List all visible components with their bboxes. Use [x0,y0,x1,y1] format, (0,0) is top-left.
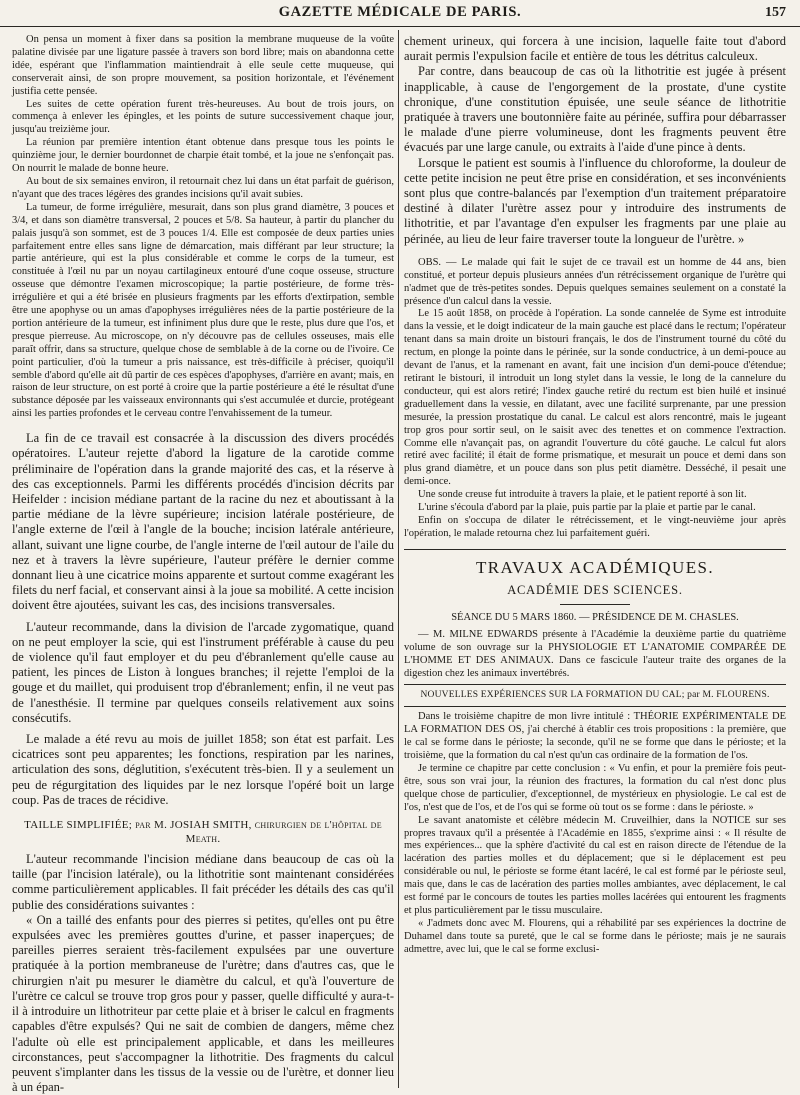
section-rule [404,549,786,550]
paragraph: L'auteur recommande l'incision médiane dans beaucoup de cas où la taille (par l'incision latérale), ou la lithotritie sont maintenant considérées comme particulièrement applicables. Il fait précéder les détails des cas qu'il publie des considérations suivantes : [12,852,394,912]
column-divider [398,30,399,1088]
observation-paragraph: OBS. — Le malade qui fait le sujet de ce travail est un homme de 44 ans, bien constitué, et porteur depuis plusieurs années d'un rétrécissement organique de l'urètre qui n'admet que de très-petites sondes. Depuis quelques semaines seulement on a constaté la présence d'un calcul dans la vessie. [404,256,786,307]
journal-title: GAZETTE MÉDICALE DE PARIS. [278,4,522,20]
section-title: TRAVAUX ACADÉMIQUES. [475,557,714,577]
paragraph: chement urineux, qui forcera à une incision, laquelle faite tout d'abord aurait permis l'expulsion facile et entière de tous les détritus calculeux. [404,34,786,64]
paragraph: Le malade a été revu au mois de juillet 1858; son état est parfait. Les cicatrices sont peu apparentes; les fonctions, respiration par les narines, articulation des sons, déglutition, s'exécutent très-bien. Il y a seulement un peu de régurgitation des liquides par le nez lorsque l'opéré boit un large coup. Pas de traces de récidive. [12,732,394,807]
subsection-rule [404,706,786,707]
session-line: SÉANCE DU 5 MARS 1860. — PRÉSIDENCE DE M. CHASLES. [451,611,739,623]
paragraph: La tumeur, de forme irrégulière, mesurait, dans son plus grand diamètre, 3 pouces et 3/4, et dans son diamètre transversal, 2 pouces et 5/8. Sa hauteur, à partir du plancher du palais jusqu'à son sommet, est de 3 pouces 1/4. Elle est composée de deux parties unies parfaitement entre elles sans ligne de démarcation, mais différant par leur structure; la partie antérieure, qui est la plus considérable et comme le corps de la tumeur, est constituée à l'œil nu par un noyau cartilagineux entouré d'une coque osseuse, structure osseuse que démontre l'examen microscopique; la partie postérieure, de forme très-irrégulière et qui a été brisée en plusieurs fragments par les efforts d'extirpation, semble être une apophyse ou un amas d'apophyses irrégulières nées de la partie postérieure de la portion antérieure de la tumeur, est infiniment plus dure que le reste, plus dure que l'os, et presque pierreuse. Au microscope, on n'y découvre pas de cellules osseuses, mais elle paraît offrir, dans sa structure, quelque chose de semblable à de la corne ou de l'ivoire. Ce point particulier, d'où la tumeur a pris naissance, est très-difficile à préciser, quoiqu'il semble d'abord qu'elle ait dû partir de ces espèces d'apophyses, d'arrière en avant; mais, en raison de leur structure, on est porté à croire que la partie postérieure a été le résultat d'une substance déposée par les vaisseaux environnants qui s'est accumulée et durcie, protégeant ainsi les parties profondes et le cerveau contre l'envahissement de la tumeur. [12,201,394,420]
academy-title: ACADÉMIE DES SCIENCES. [507,582,683,597]
paragraph: Je termine ce chapitre par cette conclusion : « Vu enfin, et pour la première fois peut-être, sous son vrai jour, la réunion des fractures, la formation du cal n'est donc plus quelque chose de particulier, d'exceptionnel, de mystérieux en physiologie. Le cal est de l'os, n'est que de l'os, et de l'os qui se forme où tout os se forme : dans le périoste. » [404,763,786,813]
paragraph: La fin de ce travail est consacrée à la discussion des divers procédés opératoires. L'auteur rejette d'abord la ligature de la carotide comme préliminaire de l'opération dans la grande majorité des cas, et la réserve à des cas exceptionnels. Parmi les différents procédés d'incision décrits par Heifelder : incision médiane partant de la racine du nez et aboutissant à la partie médiane de la lèvre supérieure; incision latérale postérieure, de l'angle externe de l'œil à l'angle de la bouche; incision latérale antérieure, allant, suivant une ligne courbe, de l'angle interne de l'œil autour de l'aile du nez et à travers la lèvre supérieure, l'auteur préfère le dernier comme donnant lieu à une cicatrice moins apparente et surtout comme exagérant les filets du nerf facial, et conservant ainsi à la joue sa mobilité. A cette incision doivent être ajoutées, suivant les cas, des incisions transversales. [12,431,394,613]
left-column [12,34,394,1095]
paragraph: La réunion par première intention étant obtenue dans presque tous les points le quinzième jour, le dernier bourdonnet de charpie était tombé, et la joue ne s'enfonçait pas. On nourrit le malade de bonne heure. [12,137,394,175]
subsection-rule [404,684,786,685]
paragraph: Enfin on s'occupa de dilater le rétrécissement, et le vingt-neuvième jour après l'opération, le malade retourna chez lui parfaitement guéri. [404,514,786,539]
paragraph: « On a taillé des enfants pour des pierres si petites, qu'elles ont pu être expulsées avec les premières gouttes d'urine, et passer inaperçues; de pareilles pierres seraient très-facilement expulsées par une ouverture pratiquée à la portion membraneuse de l'urètre; dans d'autres cas, que le chirurgien n'ait pu mesurer le diamètre du calcul, et qu'à l'ouverture de l'urètre ce calcul se trouve trop gros pour y passer, quelle difficulté y aura-t-il à introduire un lithotriteur par cette plaie et à briser le calcul en fragments capables d'être expulsés? Qui ne sait de combien de dangers, même chez l'adulte où elle est principalement applicable, et dans les meilleures circonstances, peut s'accompagner la lithotritie. Des fragments du calcul peuvent s'implanter dans les tissus de la vessie ou de l'urètre, et donner lieu à un épan- [12,912,394,1095]
paragraph: On pensa un moment à fixer dans sa position la membrane muqueuse de la voûte palatine divisée par une ligature passée à travers son bord libre; mais on abandonna cette idée, espérant que l'inflammation maintiendrait à elle seule cette muqueuse, qui conserverait ainsi, de son propre mouvement, sa position horizontale, et l'événement justifia cette pensée. [12,34,394,97]
paragraph: « J'admets donc avec M. Flourens, qui a réhabilité par ses expériences la doctrine de Duhamel dans toute sa pureté, que le cal se forme dans le périoste; mais je ne saurais admettre, avec lui, que le cal se forme exclusi- [404,917,786,955]
paragraph: Les suites de cette opération furent très-heureuses. Au bout de trois jours, on commença à enlever les épingles, et les points de suture successivement chaque jour, jusqu'au treizième jour. [12,98,394,136]
right-column [404,34,786,1086]
paragraph: — M. MILNE EDWARDS présente à l'Académie la deuxième partie du quatrième volume de son ouvrage sur la PHYSIOLOGIE ET L'ANATOMIE COMPARÉE DE L'HOMME ET DES ANIMAUX. Dans ce fascicule l'auteur traite des organes de la digestion chez les animaux invertébrés. [404,628,786,679]
paragraph: Dans le troisième chapitre de mon livre intitulé : THÉORIE EXPÉRIMENTALE DE LA FORMATION DES OS, j'ai cherché à établir ces trois propositions : la première, que le cal se forme dans le périoste; la seconde, qu'il ne se forme que dans le périoste; et la troisième, que la formation du cal n'est qu'un cas ordinaire de la formation de l'os. [404,711,786,762]
paragraph: Lorsque le patient est soumis à l'influence du chloroforme, la douleur de cette petite incision ne peut être prise en considération, et ses inconvénients sont plus que contre-balancés par l'exemption d'un traitement préparatoire destiné à dilater l'urètre assez pour y introduire des instruments de lithotritie, et par l'avantage d'en expulser les fragments par une plaie au périnée, au lieu de leur faire traverser toute la longueur de l'urètre. » [404,155,786,246]
paragraph: Une sonde creuse fut introduite à travers la plaie, et le patient reporté à son lit. [418,489,747,501]
paragraph: L'urine s'écoula d'abord par la plaie, puis partie par la plaie et partie par le canal. [418,502,756,514]
subsection-heading: NOUVELLES EXPÉRIENCES SUR LA FORMATION DU CAL; par M. FLOURENS. [420,690,770,701]
article-heading-text: TAILLE SIMPLIFIÉE; par M. JOSIAH SMITH, chirurgien de l'hôpital de Meath. [24,819,382,846]
paragraph: Par contre, dans beaucoup de cas où la lithotritie est jugée à présent inapplicable, à cause de l'engorgement de la prostate, d'une cystite chronique, d'une constitution épuisée, une seule séance de lithotritie pratiquée à travers une boutonnière faite au périnée, suffira pour débarrasser le malade d'une pierre volumineuse, dont les fragments peuvent être évacués par une large canule, ou extraits à l'aide d'une pince à dents. [404,64,786,155]
page-number: 157 [765,5,786,20]
paragraph: Au bout de six semaines environ, il retournait chez lui dans un état parfait de guérison, n'ayant que des traces légères des grandes incisions qu'il avait subies. [12,175,394,200]
article-heading [12,818,394,846]
short-rule [560,604,630,605]
page-header [0,0,800,27]
paragraph: Le savant anatomiste et célèbre médecin M. Cruveilhier, dans la NOTICE sur ses propres travaux qu'il a présentée à l'Académie en 1855, s'exprime ainsi : « Il résulte de mes expériences... que la sphère d'activité du cal est en raison directe de l'étendue de la lacération des parties molles et du déplacement; que si le déplacement est peu considérable ou nul, le périoste se forme étant lacéré, le cal est formé par le périoste seul, mais que, dans le cas de lacération des parties molles ambiantes, avec déplacement, le cal est formé par le concours de toutes les parties molles lacérées qui entourent les fragments et plus particulièrement par le tissu musculaire. [404,814,786,916]
paragraph: L'auteur recommande, dans la division de l'arcade zygomatique, quand on ne peut employer la scie, qui est l'instrument préférable à cause du peu de violence qu'il faut employer et du peu d'ébranlement qu'elle cause au patient, les pinces de Liston à longues branches; il rejette l'emploi de la gouge et du maillet, qui produisent trop d'ébranlement; enfin, il ne veut pas de l'anesthésie. Il termine par quelques conseils relativement aux soins consécutifs. [12,619,394,725]
paragraph: Le 15 août 1858, on procède à l'opération. La sonde cannelée de Syme est introduite dans la vessie, et le doigt indicateur de la main gauche est placé dans le rectum; l'opérateur tenant dans sa main droite un bistouri français, le dos de l'instrument tourné du côté du rectum, en plonge la pointe dans le périnée, sur la sonde conductrice, à un demi-pouce au devant de l'anus, et la ramenant en avant, fait une incision d'un demi-pouce d'étendue; retirant le bistouri, il introduit un long stylet dans la vessie, le long de la cannelure du conducteur, qui est alors retiré; l'index gauche retiré du rectum est bien huilé et insinué graduellement dans la vessie, en dilatant, avec une facilité surprenante, par une pression mesurée, la pression prostatique du canal. Le calcul est alors rencontré, mais le jugeant trop gros pour sortir seul, on le saisit avec des tenettes et on commence l'extraction. Comme elle n'avançait pas, on agrandit l'ouverture du côté gauche. Le calcul fut alors retiré avec facilité; il était de forme prismatique, et mesurait un pouce et demi dans son plus grand diamètre, et un pouce dans son plus petit diamètre. Desséché, il pesait une demi-once. [404,308,786,488]
